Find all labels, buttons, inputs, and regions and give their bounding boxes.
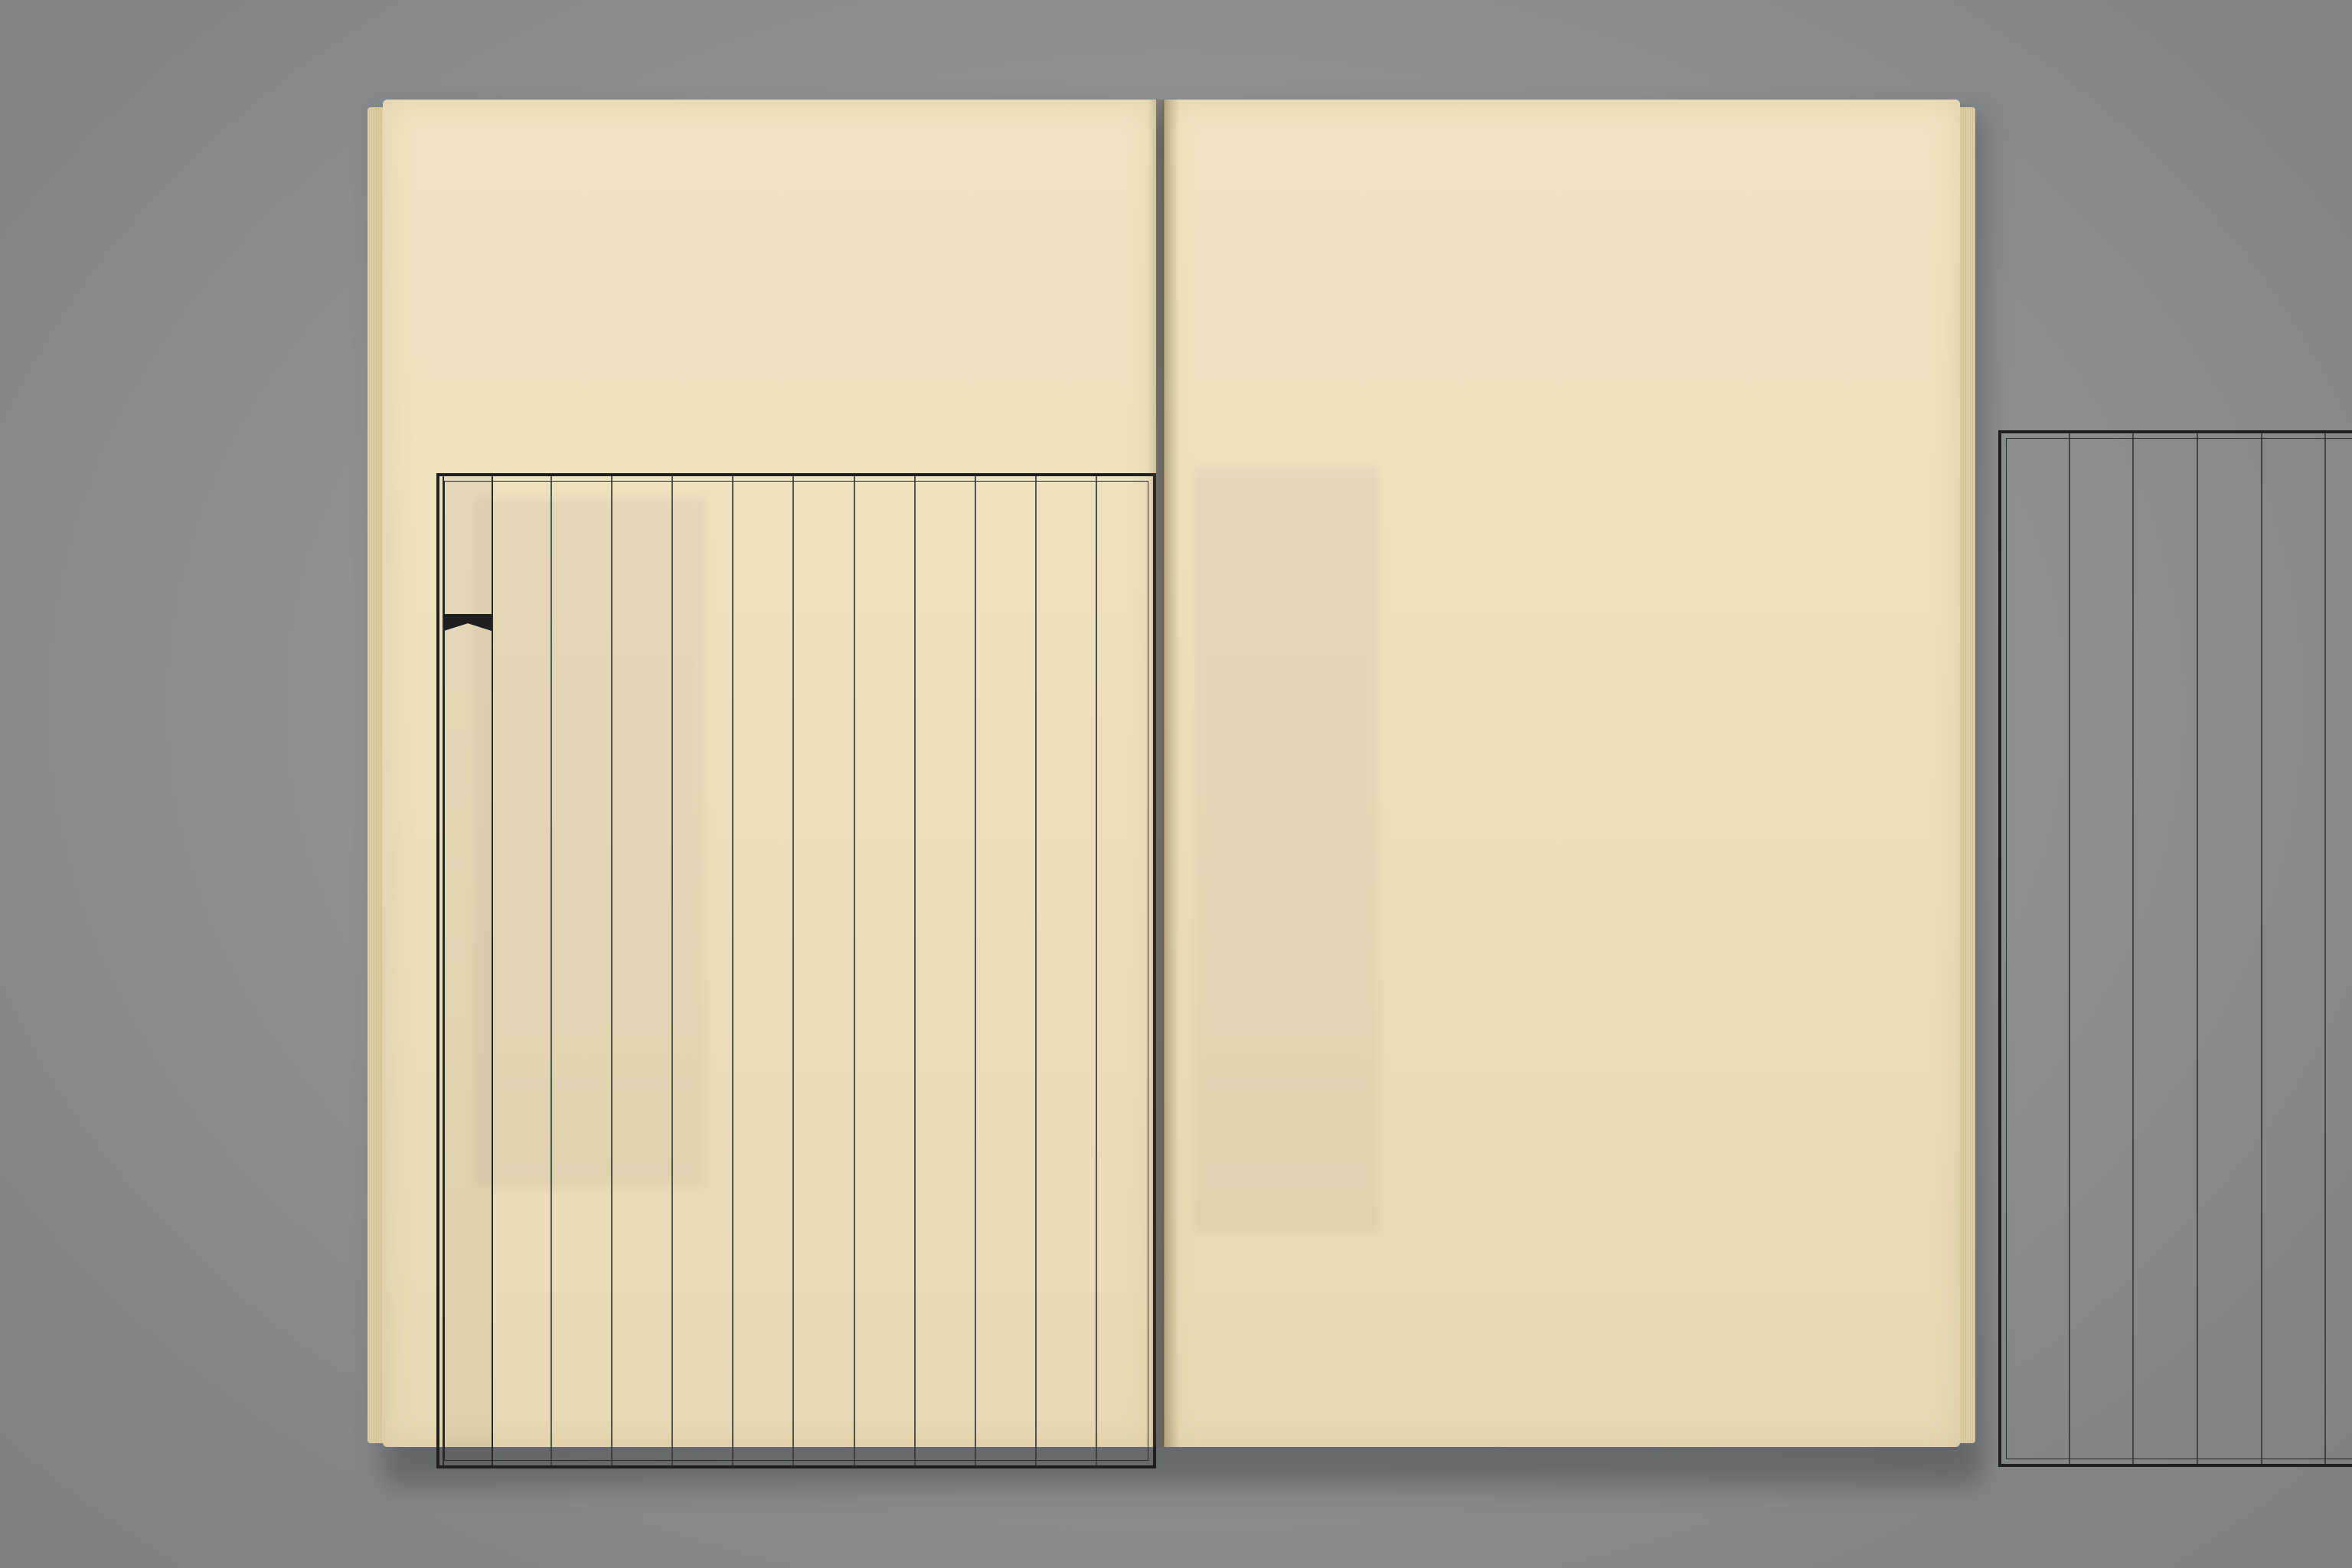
column-rule [611,476,612,1465]
column-rule [550,476,552,1465]
fish-tail-mark [444,614,492,631]
book-gutter [1148,100,1179,1447]
column-rule [671,476,673,1465]
column-rule [2261,433,2262,1464]
column-rule [1096,476,1097,1465]
left-page-frame-inner [444,481,1148,1461]
ink-bleed-right [1194,467,1378,1233]
open-book [360,84,1983,1478]
right-page [1164,100,1960,1447]
column-rule [2197,433,2198,1464]
left-page [383,100,1156,1447]
column-rule [792,476,794,1465]
column-rule [975,476,976,1465]
column-rule [2132,433,2134,1464]
column-rule [2324,433,2326,1464]
right-page-frame-inner [2006,438,2352,1459]
column-rule [2069,433,2070,1464]
column-rule [1035,476,1037,1465]
left-page-frame [436,473,1156,1468]
column-rule [854,476,855,1465]
right-page-frame [1998,430,2352,1467]
fold-margin [443,476,493,1465]
column-rule [732,476,733,1465]
column-rule [914,476,916,1465]
